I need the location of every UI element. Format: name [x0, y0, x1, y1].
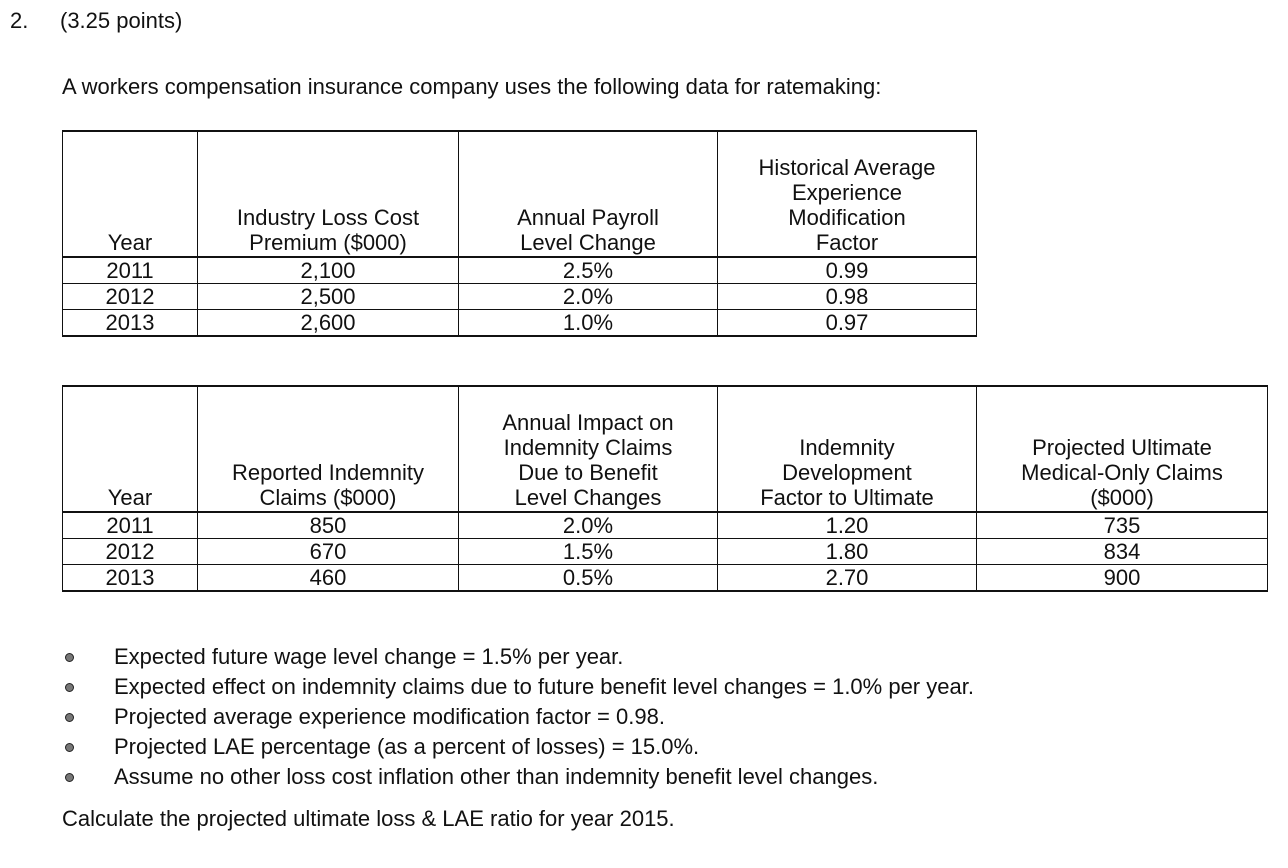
list-item: [62, 672, 974, 702]
header-line: Annual Impact on: [502, 410, 674, 435]
question-intro: A workers compensation insurance company uses the following data for ratemaking:: [62, 74, 882, 99]
assumption-text: Projected LAE percentage (as a percent of losses) = 15.0%.: [114, 734, 700, 759]
header-development-factor: [718, 386, 977, 512]
header-loss-cost-premium: [198, 131, 459, 257]
header-line: Premium ($000): [249, 230, 407, 255]
header-line: Annual Payroll: [517, 205, 659, 230]
table-cell: 2011: [63, 512, 198, 539]
header-line: Year: [107, 485, 153, 510]
list-item: [62, 702, 974, 732]
table-cell: 2012: [63, 539, 198, 565]
table-cell: 2012: [63, 284, 198, 310]
table-cell: 2.70: [718, 565, 977, 592]
list-item: [62, 642, 974, 672]
header-benefit-impact: [459, 386, 718, 512]
table-cell: 2,100: [198, 257, 459, 284]
question-points: (3.25 points): [60, 8, 183, 33]
question-number: 2.: [10, 8, 29, 33]
table-cell: 1.0%: [459, 310, 718, 337]
table-cell: 2.0%: [459, 512, 718, 539]
header-line: Claims ($000): [259, 485, 397, 510]
bullet-icon: [65, 683, 74, 692]
header-line: Indemnity: [799, 435, 895, 460]
table-row: [63, 565, 1268, 592]
table-row: [63, 284, 977, 310]
header-line: Experience: [791, 180, 903, 205]
table-row: [63, 539, 1268, 565]
table-cell: 1.80: [718, 539, 977, 565]
table-row: [63, 257, 977, 284]
table-cell: 0.5%: [459, 565, 718, 592]
assumption-text: Expected effect on indemnity claims due to future benefit level changes = 1.0% per year.: [114, 674, 974, 699]
table-cell: 2,500: [198, 284, 459, 310]
assumption-text: Assume no other loss cost inflation other than indemnity benefit level changes.: [114, 764, 879, 789]
header-line: Industry Loss Cost: [236, 205, 420, 230]
header-line: Due to Benefit: [518, 460, 658, 485]
table-cell: 2013: [63, 310, 198, 337]
table-header-row: [63, 131, 977, 257]
assumptions-list: [62, 642, 974, 792]
header-payroll-change: [459, 131, 718, 257]
table-cell: 460: [198, 565, 459, 592]
table-cell: 1.20: [718, 512, 977, 539]
table-cell: 834: [977, 539, 1268, 565]
table-cell: 900: [977, 565, 1268, 592]
header-line: Level Change: [520, 230, 656, 255]
header-line: Medical-Only Claims: [1021, 460, 1223, 485]
header-line: Year: [107, 230, 153, 255]
table-row: [63, 512, 1268, 539]
header-year: [63, 386, 198, 512]
table-header-row: [63, 386, 1268, 512]
header-year: [63, 131, 198, 257]
bullet-icon: [65, 713, 74, 722]
question-ask: Calculate the projected ultimate loss & LAE ratio for year 2015.: [62, 806, 675, 831]
assumption-text: Projected average experience modification factor = 0.98.: [114, 704, 665, 729]
table-cell: 2.0%: [459, 284, 718, 310]
header-line: Projected Ultimate: [1032, 435, 1212, 460]
header-line: Factor: [815, 230, 879, 255]
table-row: [63, 310, 977, 337]
table-cell: 2011: [63, 257, 198, 284]
header-line: Modification: [788, 205, 906, 230]
ratemaking-table-premium: [62, 130, 977, 337]
list-item: [62, 732, 974, 762]
header-line: Level Changes: [514, 485, 662, 510]
header-line: ($000): [1090, 485, 1154, 510]
table-cell: 670: [198, 539, 459, 565]
bullet-icon: [65, 743, 74, 752]
ratemaking-table-claims: [62, 385, 1268, 592]
table-cell: 0.99: [718, 257, 977, 284]
header-reported-indemnity: [198, 386, 459, 512]
table-cell: 2,600: [198, 310, 459, 337]
header-line: Reported Indemnity: [232, 460, 424, 485]
header-medical-only: [977, 386, 1268, 512]
assumption-text: Expected future wage level change = 1.5% per year.: [114, 644, 624, 669]
question-header: [10, 6, 182, 36]
table-cell: 850: [198, 512, 459, 539]
table-cell: 0.97: [718, 310, 977, 337]
header-line: Indemnity Claims: [503, 435, 673, 460]
table-cell: 0.98: [718, 284, 977, 310]
list-item: [62, 762, 974, 792]
bullet-icon: [65, 653, 74, 662]
table-cell: 1.5%: [459, 539, 718, 565]
header-line: Development: [782, 460, 912, 485]
table-cell: 2.5%: [459, 257, 718, 284]
table-cell: 735: [977, 512, 1268, 539]
table-cell: 2013: [63, 565, 198, 592]
bullet-icon: [65, 773, 74, 782]
header-line: Historical Average: [758, 155, 936, 180]
header-experience-mod: [718, 131, 977, 257]
header-line: Factor to Ultimate: [760, 485, 934, 510]
